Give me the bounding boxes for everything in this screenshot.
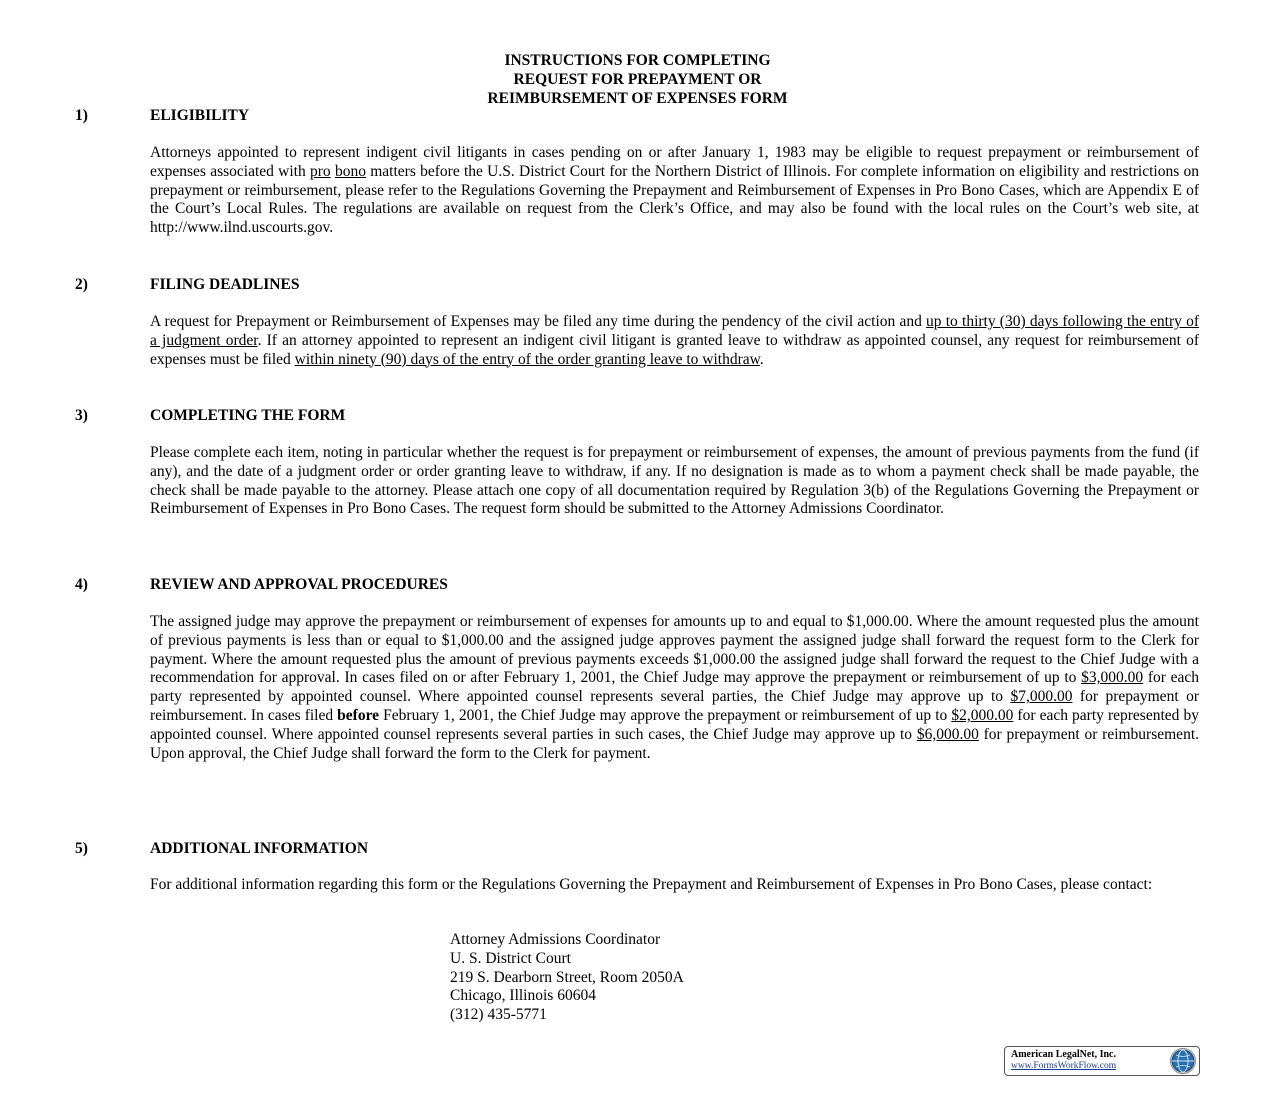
section-2-heading: FILING DEADLINES xyxy=(150,276,300,293)
address-line-4: Chicago, Illinois 60604 xyxy=(450,987,596,1005)
section-2-text: A request for Prepayment or Reimbursement of Expenses may be filed any time during the pendency of the civil action and up to thirty (30) days following the entry of a judgment order. If an attorney appointed to represent an indigent civil litigant is granted leave to withdraw as appointed counsel, any request for reimbursement of expenses must be filed within ninety (90) days of the entry of the order granting leave to withdraw. xyxy=(150,313,1200,368)
address-line-3: 219 S. Dearborn Street, Room 2050A xyxy=(450,968,684,986)
section-1-text: Attorneys appointed to represent indigent civil litigants in cases pending on or after January 1, 1983 may be eligible to request prepayment or reimbursement of expenses associated with pro bono matters before the U.S. District Court for the Northern District of Illinois. For complete information on eligibility and restrictions on prepayment or reimbursement, please refer to the Regulations Governing the Prepayment and Reimbursement of Expenses in Pro Bono Cases, which are Appendix E of the Court’s Local Rules. The regulations are available on request from the Clerk’s Office, and may also be found with the local rules on the Court’s web site, at http://www.ilnd.uscourts.gov. xyxy=(150,144,1200,237)
document-title xyxy=(0,51,1275,108)
section-4-number: 4) xyxy=(75,576,88,593)
globe-icon xyxy=(1170,1048,1196,1074)
title-line-2: REQUEST FOR PREPAYMENT OR xyxy=(513,71,762,88)
section-5-text: For additional information regarding this form or the Regulations Governing the Prepayment and Reimbursement of Expenses in Pro Bono Cases, please contact: xyxy=(150,876,1153,893)
section-3-number: 3) xyxy=(75,407,88,424)
section-5-heading: ADDITIONAL INFORMATION xyxy=(150,840,369,857)
section-4-heading: REVIEW AND APPROVAL PROCEDURES xyxy=(150,576,448,593)
address-line-1: Attorney Admissions Coordinator xyxy=(450,931,661,948)
section-5-number: 5) xyxy=(75,840,88,857)
section-1-heading: ELIGIBILITY xyxy=(150,107,250,124)
title-line-3: REIMBURSEMENT OF EXPENSES FORM xyxy=(487,90,788,107)
contact-address xyxy=(450,931,684,1025)
address-line-5: (312) 435-5771 xyxy=(450,1006,547,1024)
section-2-number: 2) xyxy=(75,276,88,293)
footer-logo-badge xyxy=(1004,1046,1200,1076)
section-4-text: The assigned judge may approve the prepayment or reimbursement of expenses for amounts up to and equal to $1,000.00. Where the amount requested plus the amount of previous payments is less than or equal to $1,000.00 and the assigned judge approves payment the assigned judge shall forward the request form to the Clerk for payment. Where the amount requested plus the amount of previous payments exceeds $1,000.00 the assigned judge shall forward the request to the Chief Judge with a recommendation for approval. In cases filed on or after February 1, 2001, the Chief Judge may approve the prepayment or reimbursement of up to $3,000.00 for each party represented by appointed counsel. Where appointed counsel represents several parties, the Chief Judge may approve up to $7,000.00 for prepayment or reimbursement. In cases filed before February 1, 2001, the Chief Judge may approve the prepayment or reimbursement of up to $2,000.00 for each party represented by appointed counsel. Where appointed counsel represents several parties in such cases, the Chief Judge may approve up to $6,000.00 for prepayment or reimbursement. Upon approval, the Chief Judge shall forward the form to the Clerk for payment. xyxy=(150,613,1199,762)
section-3-text: Please complete each item, noting in particular whether the request is for prepayment or reimbursement of expenses, the amount of previous payments from the fund (if any), and the date of a judgment order or order granting leave to withdraw, if any. If no designation is made as to whom a payment check shall be made payable, the check shall be made payable to the attorney. Please attach one copy of all documentation required by Regulation 3(b) of the Regulations Governing the Prepayment or Reimbursement of Expenses in Pro Bono Cases. The request form should be submitted to the Attorney Admissions Coordinator. xyxy=(150,444,1199,518)
section-3-heading: COMPLETING THE FORM xyxy=(150,407,346,424)
section-1-number: 1) xyxy=(75,107,88,124)
address-line-2: U. S. District Court xyxy=(450,949,571,967)
footer-website-link[interactable]: www.FormsWorkFlow.com xyxy=(1011,1061,1117,1071)
footer-company-name: American LegalNet, Inc. xyxy=(1011,1049,1116,1060)
title-line-1: INSTRUCTIONS FOR COMPLETING xyxy=(504,52,771,69)
